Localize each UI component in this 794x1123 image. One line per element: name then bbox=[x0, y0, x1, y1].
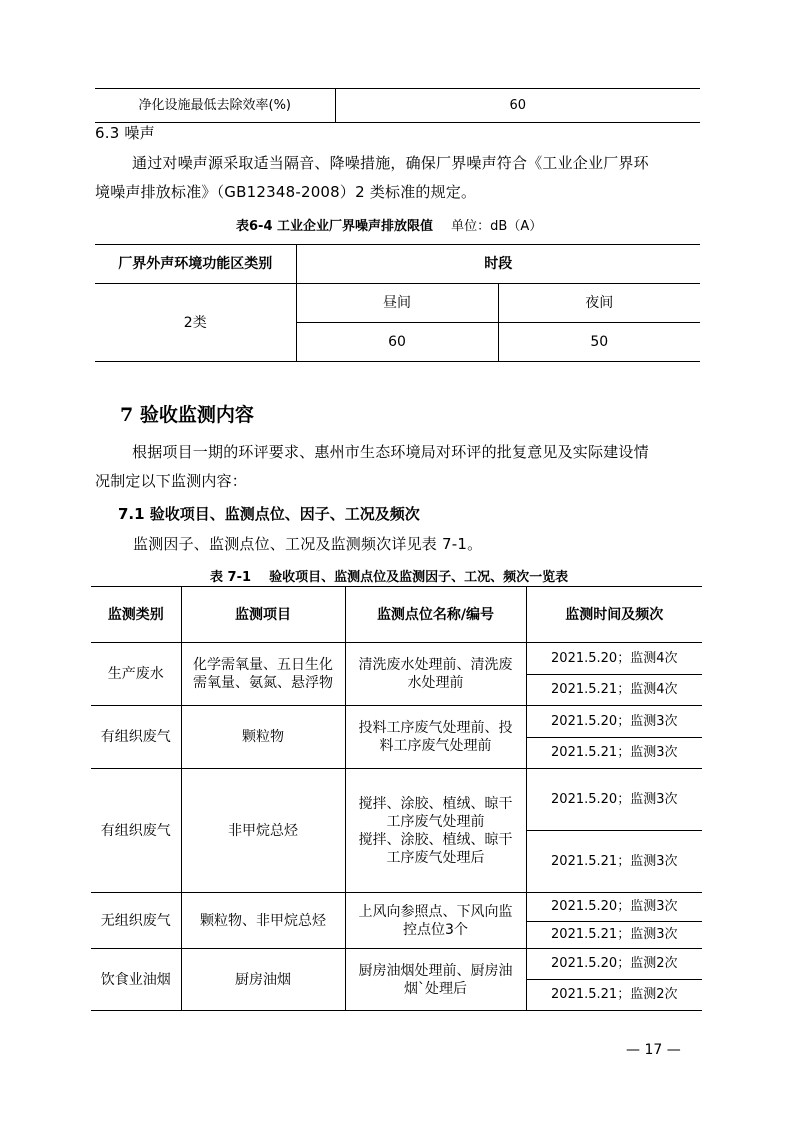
table-cell: 上风向参照点、下风向监控点位3个 bbox=[345, 893, 526, 949]
table-cell: 2021.5.20；监测2次 bbox=[526, 949, 702, 980]
monitoring-point: 搅拌、涂胶、植绒、晾干工序废气处理后 bbox=[358, 831, 513, 866]
table-cell: 2021.5.21；监测3次 bbox=[526, 831, 702, 893]
table-cell bbox=[345, 769, 526, 893]
table-cell: 夜间 bbox=[498, 284, 700, 323]
table-cell: 非甲烷总烃 bbox=[181, 769, 345, 893]
table-cell: 2021.5.20；监测3次 bbox=[526, 769, 702, 831]
table-cell: 2021.5.20；监测3次 bbox=[526, 893, 702, 922]
table-row bbox=[91, 643, 702, 675]
page-number: — 17 — bbox=[626, 1042, 681, 1058]
paragraph: 监测因子、监测点位、工况及监测频次详见表 7-1。 bbox=[133, 535, 483, 553]
table-cell: 2021.5.21；监测3次 bbox=[526, 738, 702, 769]
table-cell: 化学需氧量、五日生化需氧量、氨氮、悬浮物 bbox=[181, 643, 345, 706]
paragraph: 况制定以下监测内容： bbox=[95, 472, 248, 490]
table-header-cell: 监测类别 bbox=[91, 587, 181, 643]
subsection-heading-7-1: 7.1 验收项目、监测点位、因子、工况及频次 bbox=[118, 505, 420, 523]
monitoring-point: 搅拌、涂胶、植绒、晾干工序废气处理前 bbox=[358, 795, 513, 830]
table-row bbox=[91, 949, 702, 980]
table-cell: 颗粒物 bbox=[181, 706, 345, 769]
table-cell: 投料工序废气处理前、投料工序废气处理前 bbox=[345, 706, 526, 769]
table-row bbox=[95, 284, 700, 323]
noise-limit-table bbox=[95, 244, 700, 362]
table-cell: 昼间 bbox=[296, 284, 498, 323]
table-header-row bbox=[95, 245, 700, 284]
table-header-cell: 时段 bbox=[296, 245, 700, 284]
table-cell: 2021.5.21；监测4次 bbox=[526, 675, 702, 706]
section-heading-6-3: 6.3 噪声 bbox=[95, 124, 155, 142]
table-header-row bbox=[91, 587, 702, 643]
caption-unit: 单位：dB（A） bbox=[451, 219, 543, 234]
table-cell: 厨房油烟处理前、厨房油烟`处理后 bbox=[345, 949, 526, 1011]
table-cell: 60 bbox=[296, 323, 498, 362]
table-row bbox=[91, 893, 702, 922]
table-cell: 2021.5.21；监测3次 bbox=[526, 922, 702, 949]
emission-limit-table bbox=[95, 88, 700, 123]
table-cell: 颗粒物、非甲烷总烃 bbox=[181, 893, 345, 949]
table-cell: 厨房油烟 bbox=[181, 949, 345, 1011]
table-row bbox=[91, 769, 702, 831]
table-cell: 生产废水 bbox=[91, 643, 181, 706]
table-row bbox=[91, 706, 702, 738]
table-cell: 2类 bbox=[95, 284, 296, 362]
paragraph: 境噪声排放标准》（GB12348-2008）2 类标准的规定。 bbox=[95, 183, 477, 201]
table-cell: 清洗废水处理前、清洗废水处理前 bbox=[345, 643, 526, 706]
table-header-cell: 监测点位名称/编号 bbox=[345, 587, 526, 643]
table-cell: 无组织废气 bbox=[91, 893, 181, 949]
table-cell: 50 bbox=[498, 323, 700, 362]
table-header-cell: 监测项目 bbox=[181, 587, 345, 643]
table-cell: 2021.5.21；监测2次 bbox=[526, 980, 702, 1011]
table-header-cell: 监测时间及频次 bbox=[526, 587, 702, 643]
table-row bbox=[95, 89, 700, 123]
section-heading-7: 7 验收监测内容 bbox=[120, 404, 254, 426]
table-cell: 2021.5.20；监测3次 bbox=[526, 706, 702, 738]
table-cell: 有组织废气 bbox=[91, 706, 181, 769]
paragraph: 根据项目一期的环评要求、惠州市生态环境局对环评的批复意见及实际建设情 bbox=[132, 443, 649, 461]
table-cell: 净化设施最低去除效率(%) bbox=[95, 89, 335, 123]
table-cell: 有组织废气 bbox=[91, 769, 181, 893]
paragraph: 通过对噪声源采取适当隔音、降噪措施，确保厂界噪声符合《工业企业厂界环 bbox=[132, 154, 649, 172]
table-caption: 表 7-1 验收项目、监测点位及监测因子、工况、频次一览表 bbox=[210, 570, 569, 585]
table-caption bbox=[236, 215, 542, 234]
table-cell: 60 bbox=[335, 89, 700, 123]
table-cell: 饮食业油烟 bbox=[91, 949, 181, 1011]
table-header-cell: 厂界外声环境功能区类别 bbox=[95, 245, 296, 284]
caption-title: 表6-4 工业企业厂界噪声排放限值 bbox=[236, 219, 434, 234]
monitoring-table bbox=[91, 586, 702, 1011]
table-cell: 2021.5.20；监测4次 bbox=[526, 643, 702, 675]
